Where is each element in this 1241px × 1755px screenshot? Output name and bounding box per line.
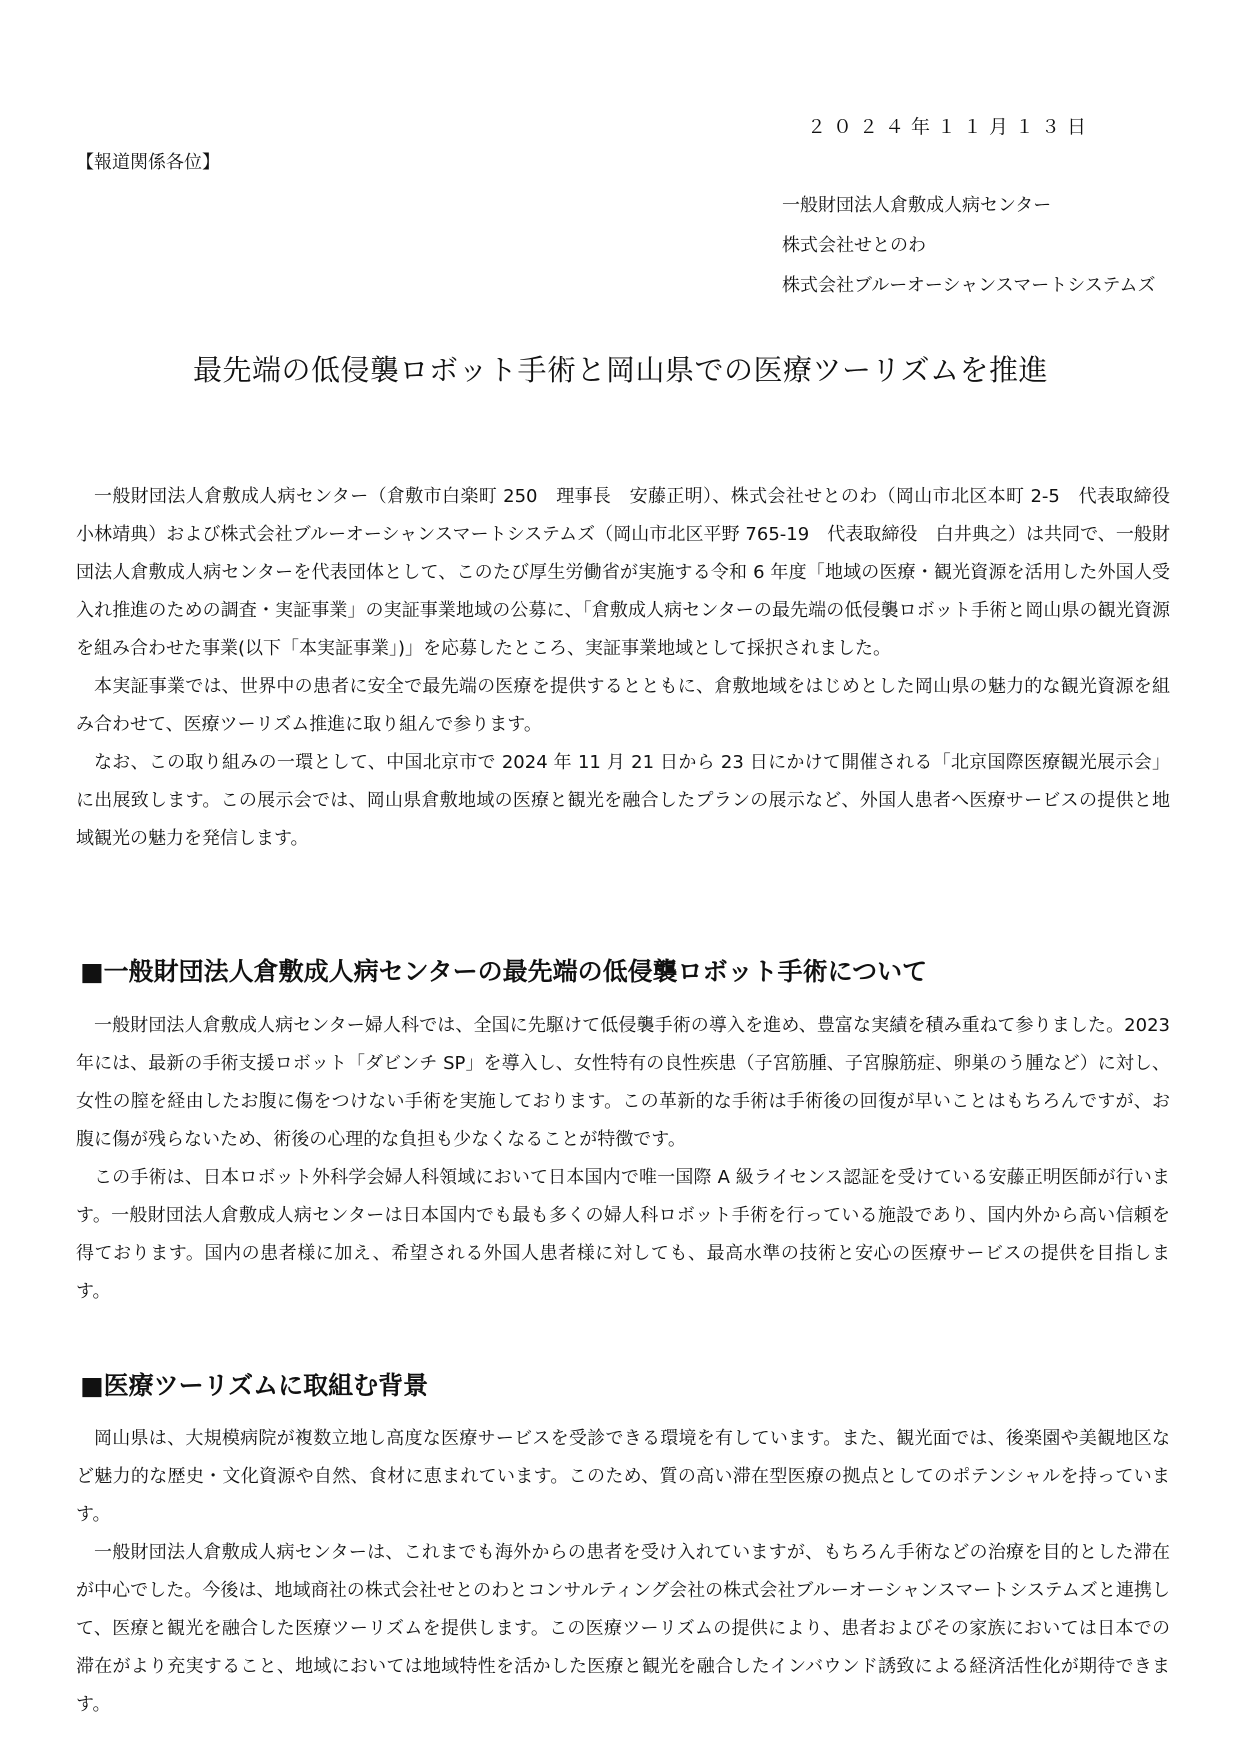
section2-body: [76, 1420, 1170, 1724]
issuer-list: [782, 186, 1156, 306]
section2-paragraph: 一般財団法人倉敷成人病センターは、これまでも海外からの患者を受け入れていますが、もちろん手術などの治療を目的とした滞在が中心でした。今後は、地域商社の株式会社せとのわとコンサルティング会社の株式会社ブルーオーシャンスマートシステムズと連携して、医療と観光を融合した医療ツーリズムを提供します。この医療ツーリズムの提供により、患者およびその家族においては日本での滞在がより充実すること、地域においては地域特性を活かした医療と観光を融合したインバウンド誘致による経済活性化が期待できます。: [76, 1542, 1170, 1715]
issuer-name: 株式会社せとのわ: [782, 235, 926, 256]
issuer-name: 株式会社ブルーオーシャンスマートシステムズ: [782, 275, 1156, 296]
document-title: 最先端の低侵襲ロボット手術と岡山県での医療ツーリズムを推進: [193, 353, 1048, 387]
intro-paragraph: 本実証事業では、世界中の患者に安全で最先端の医療を提供するとともに、倉敷地域をはじめとした岡山県の魅力的な観光資源を組み合わせて、医療ツーリズム推進に取り組んで参ります。: [76, 676, 1170, 735]
section2-paragraph: 岡山県は、大規模病院が複数立地し高度な医療サービスを受診できる環境を有しています。また、観光面では、後楽園や美観地区など魅力的な歴史・文化資源や自然、食材に恵まれています。このため、質の高い滞在型医療の拠点としてのポテンシャルを持っています。: [76, 1428, 1170, 1525]
addressee: 【報道関係各位】: [76, 152, 220, 173]
issuer-name: 一般財団法人倉敷成人病センター: [782, 195, 1052, 216]
release-date: ２０２４年１１月１３日: [806, 116, 1093, 138]
section1-heading: ■一般財団法人倉敷成人病センターの最先端の低侵襲ロボット手術について: [80, 957, 928, 986]
section2-heading: ■医療ツーリズムに取組む背景: [80, 1371, 429, 1400]
intro-paragraph: なお、この取り組みの一環として、中国北京市で 2024 年 11 月 21 日から 23 日にかけて開催される「北京国際医療観光展示会」に出展致します。この展示会では、岡山県倉敷地域の医療と観光を融合したプランの展示など、外国人患者へ医療サービスの提供と地域観光の魅力を発信します。: [76, 752, 1170, 849]
section1-body: [76, 1007, 1170, 1311]
intro-paragraph: 一般財団法人倉敷成人病センター（倉敷市白楽町 250 理事長 安藤正明）、株式会社せとのわ（岡山市北区本町 2-5 代表取締役 小林靖典）および株式会社ブルーオーシャンスマートシステムズ（岡山市北区平野 765-19 代表取締役 白井典之）は共同で、一般財団法人倉敷成人病センターを代表団体として、このたび厚生労働省が実施する令和 6 年度「地域の医療・観光資源を活用した外国人受入れ推進のための調査・実証事業」の実証事業地域の公募に、「倉敷成人病センターの最先端の低侵襲ロボット手術と岡山県の観光資源を組み合わせた事業(以下「本実証事業」)」を応募したところ、実証事業地域として採択されました。: [76, 486, 1188, 659]
section1-paragraph: この手術は、日本ロボット外科学会婦人科領域において日本国内で唯一国際 A 級ライセンス認証を受けている安藤正明医師が行います。一般財団法人倉敷成人病センターは日本国内でも最も多くの婦人科ロボット手術を行っている施設であり、国内外から高い信頼を得ております。国内の患者様に加え、希望される外国人患者様に対しても、最高水準の技術と安心の医療サービスの提供を目指します。: [76, 1167, 1170, 1302]
section1-paragraph: 一般財団法人倉敷成人病センター婦人科では、全国に先駆けて低侵襲手術の導入を進め、豊富な実績を積み重ねて参りました。2023 年には、最新の手術支援ロボット「ダビンチ SP」を導入し、女性特有の良性疾患（子宮筋腫、子宮腺筋症、卵巣のう腫など）に対し、女性の膣を経由したお腹に傷をつけない手術を実施しております。この革新的な手術は手術後の回復が早いことはもちろんですが、お腹に傷が残らないため、術後の心理的な負担も少なくなることが特徴です。: [76, 1015, 1170, 1150]
intro-section: [76, 478, 1188, 858]
